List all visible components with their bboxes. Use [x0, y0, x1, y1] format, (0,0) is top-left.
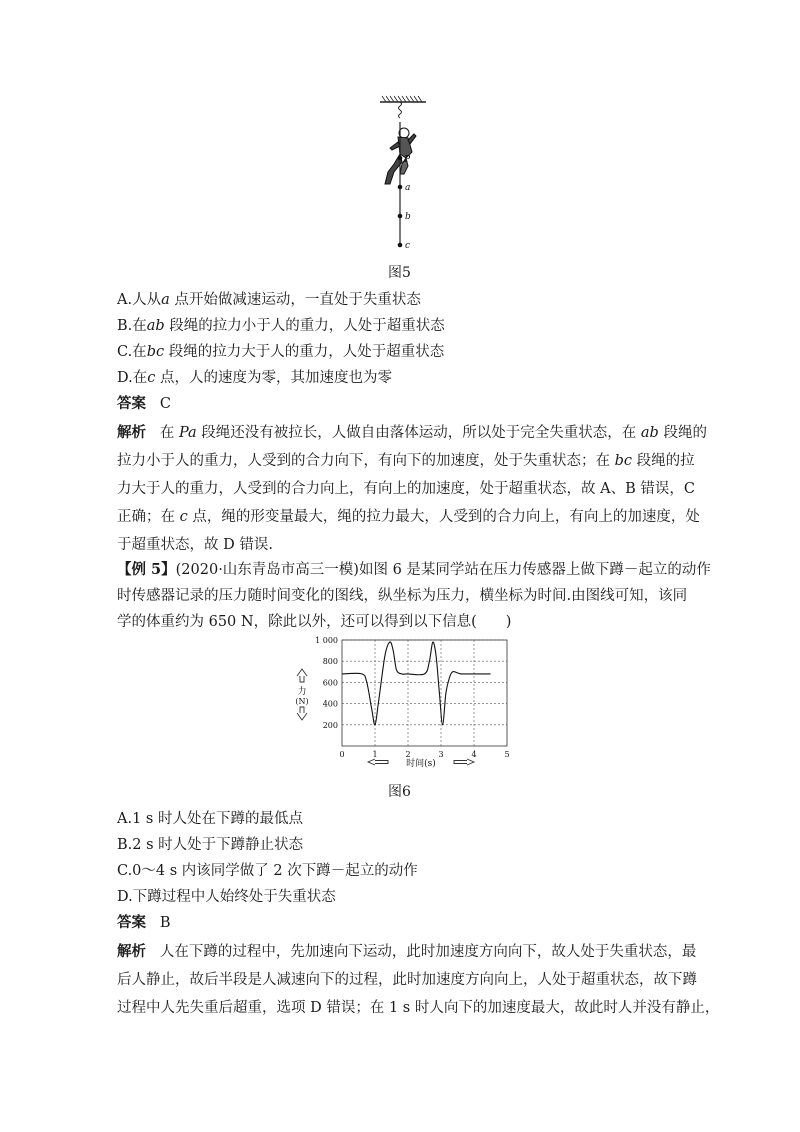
right-arrow-icon	[454, 759, 474, 765]
x-axis-label: 时间(s)	[406, 759, 436, 769]
plot-frame	[342, 640, 507, 746]
q2-option-c: C.0～4 s 内该同学做了 2 次下蹲－起立的动作	[117, 863, 418, 879]
down-arrow-icon	[297, 707, 307, 720]
left-arrow-icon	[368, 759, 388, 765]
example-5-line-3: 学的体重约为 650 N，除此以外，还可以得到以下信息( )	[117, 614, 512, 630]
point-label-c: c	[405, 241, 411, 251]
q1-option-a: A.人从a 点开始做减速运动，一直处于失重状态	[117, 292, 421, 308]
x-tick-label: 0	[339, 750, 345, 759]
y-axis-label: 力	[297, 687, 307, 697]
q1-analysis-line-1: 解析 在 Pa 段绳还没有被拉长，人做自由落体运动，所以处于完全失重状态，在 ab 段绳的	[117, 424, 707, 441]
y-axis-unit: (N)	[295, 697, 309, 706]
q1-analysis-line-4: 正确；在 c 点，绳的形变量最大，绳的拉力最大，人受到的合力向上，有向上的加速度，处	[117, 509, 700, 525]
q2-analysis	[117, 938, 720, 1022]
q1-option-b: B.在ab 段绳的拉力小于人的重力，人处于超重状态	[117, 318, 445, 334]
y-tick-label: 600	[322, 678, 338, 688]
point-label-a: a	[405, 183, 411, 193]
q2-analysis-line-1: 解析 人在下蹲的过程中，先加速向下运动，此时加速度方向向下，故人处于失重状态，最	[117, 943, 697, 960]
q1-analysis-line-2: 拉力小于人的重力，人受到的合力向下，有向下的加速度，处于失重状态；在 bc 段绳的拉	[117, 453, 695, 469]
q1-analysis-line-5: 于超重状态，故 D 错误.	[117, 537, 273, 553]
q1-analysis	[117, 419, 707, 559]
x-tick-label: 5	[504, 750, 510, 759]
q1-option-c: C.在bc 段绳的拉力大于人的重力，人处于超重状态	[117, 344, 445, 360]
q2-option-a: A.1 s 时人处在下蹲的最低点	[117, 811, 303, 827]
figure-6-caption: 图6	[388, 784, 411, 800]
x-tick-label: 1	[372, 750, 378, 759]
q1-option-d: D.在c 点，人的速度为零，其加速度也为零	[117, 370, 392, 386]
q1-analysis-line-3: 力大于人的重力，人受到的合力向上，有向上的加速度，处于超重状态，故 A、B 错误，C	[117, 481, 695, 497]
y-tick-label: 200	[322, 720, 338, 730]
x-tick-label: 4	[471, 750, 477, 759]
example-tag: 【例 5】	[117, 561, 176, 578]
figure-5-diagram	[360, 92, 450, 257]
point-label-p: P	[404, 155, 411, 165]
up-arrow-icon	[297, 669, 307, 682]
force-curve	[342, 642, 491, 725]
x-tick-label: 3	[438, 750, 444, 759]
x-tick-label: 2	[405, 750, 411, 759]
y-tick-label: 800	[322, 657, 338, 667]
figure-6-chart	[280, 632, 520, 772]
y-tick-label: 400	[322, 699, 338, 709]
q1-answer: 答案 C	[117, 395, 171, 412]
example-5-line-2: 时传感器记录的压力随时间变化的图线，纵坐标为压力，横坐标为时间.由图线可知，该同	[117, 588, 688, 604]
y-tick-label: 1 000	[315, 636, 338, 645]
example-5-line-1: 【例 5】(2020·山东青岛市高三一模)如图 6 是某同学站在压力传感器上做下蹲－起立的动作	[117, 561, 711, 578]
q2-option-d: D.下蹲过程中人始终处于失重状态	[117, 889, 336, 905]
q2-answer: 答案 B	[117, 914, 171, 931]
q2-option-b: B.2 s 时人处于下蹲静止状态	[117, 837, 304, 853]
point-label-b: b	[405, 212, 411, 222]
figure-5-caption: 图5	[388, 265, 411, 281]
example-5-text	[117, 557, 711, 635]
q2-analysis-line-3: 过程中人先失重后超重，选项 D 错误；在 1 s 时人向下的加速度最大，故此时人并没有静止，	[117, 1000, 720, 1016]
q2-analysis-line-2: 后人静止，故后半段是人减速向下的过程，此时加速度方向向上，人处于超重状态，故下蹲	[117, 972, 697, 988]
